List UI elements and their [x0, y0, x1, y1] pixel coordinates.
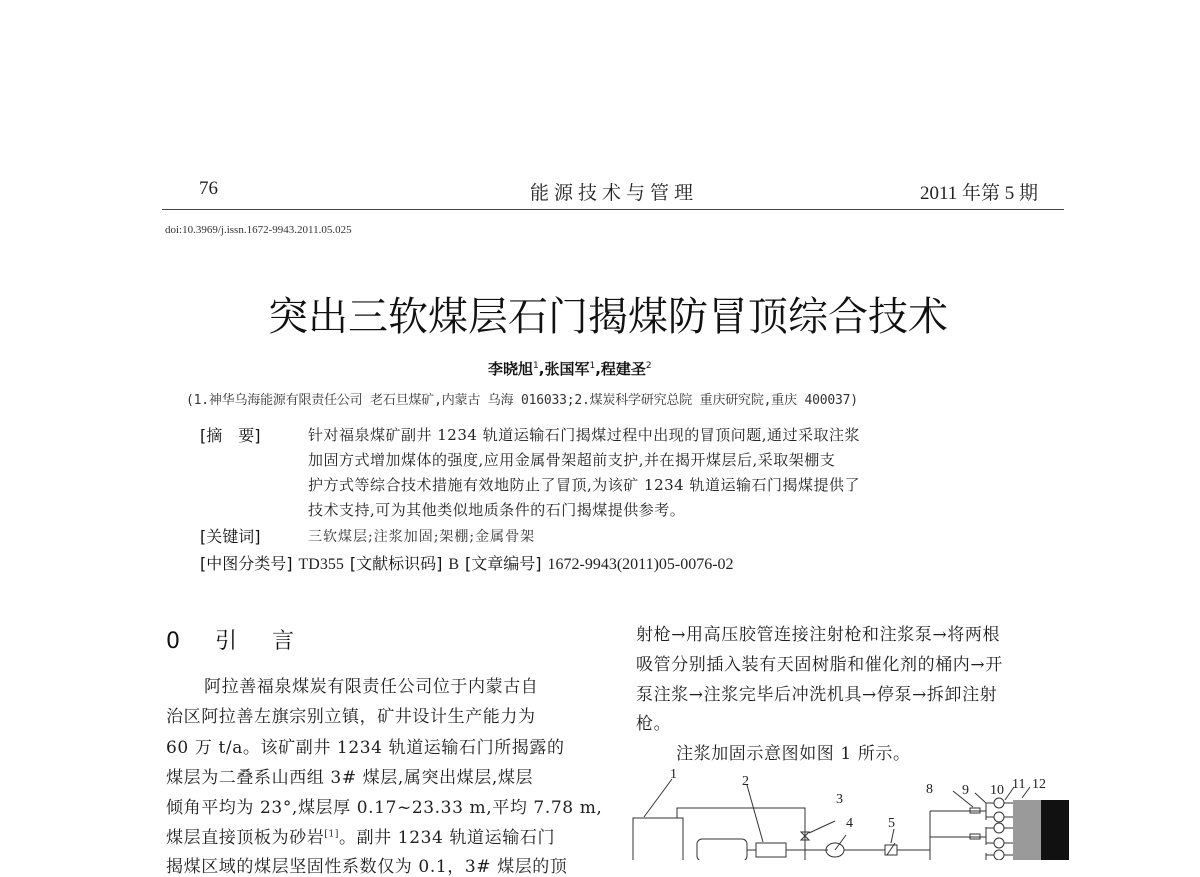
author-list: 李晓旭$^1$,张国军$^1$,程建圣$^2$: [488, 360, 652, 378]
clc-label: [中图分类号]: [200, 554, 293, 573]
figure-label-5: 5: [888, 816, 895, 831]
abstract-label: [摘 要]: [200, 426, 261, 445]
header-divider: [162, 209, 1064, 210]
abstract-line: 护方式等综合技术措施有效地防止了冒顶,为该矿 1234 轨道运输石门揭煤提供了: [308, 476, 860, 494]
body-line: 注浆加固示意图如图 1 所示。: [676, 744, 911, 764]
article-no-label: [文章编号]: [465, 554, 542, 573]
journal-issue: 2011 年第 5 期: [920, 183, 1039, 204]
body-line: 60 万 t/a。该矿副井 1234 轨道运输石门所揭露的: [166, 738, 565, 758]
author-name: 程建圣: [600, 360, 646, 378]
citation-ref[interactable]: [1]: [324, 829, 339, 840]
keywords-text: 三软煤层;注浆加固;架棚;金属骨架: [308, 529, 536, 545]
body-line: 煤层为二叠系山西组 3# 煤层,属突出煤层,煤层: [166, 768, 534, 788]
section-heading: 0 引 言: [166, 629, 308, 654]
article-no-value: 1672-9943(2011)05-0076-02: [547, 556, 734, 573]
figure-label-12: 12: [1032, 777, 1046, 792]
grouting-schematic-figure: [630, 765, 1070, 860]
doi-text: doi:10.3969/j.issn.1672-9943.2011.05.025: [165, 224, 352, 236]
author-affiliation-mark: 1: [589, 361, 596, 371]
classification-row: [200, 551, 740, 574]
body-line: 揭煤区域的煤层坚固性系数仅为 0.1，3# 煤层的顶: [166, 857, 568, 877]
body-line: [166, 823, 555, 848]
clc-value: TD355: [298, 556, 344, 573]
figure-label-9: 9: [962, 783, 969, 798]
body-line: 倾角平均为 23°,煤层厚 0.17~23.33 m,平均 7.78 m,: [166, 798, 603, 818]
author-name: 张国军: [544, 360, 590, 378]
figure-label-10: 10: [990, 783, 1004, 798]
figure-label-4: 4: [846, 816, 853, 831]
body-line: 泵注浆→注浆完毕后冲洗机具→停泵→拆卸注射: [636, 685, 998, 705]
body-line: 阿拉善福泉煤炭有限责任公司位于内蒙古自: [204, 677, 539, 697]
keywords-label: [关键词]: [200, 527, 261, 546]
affiliations: (1.神华乌海能源有限责任公司 老石旦煤矿,内蒙古 乌海 016033;2.煤炭科学研究总院 重庆研究院,重庆 400037): [186, 393, 858, 408]
body-text: 。副井 1234 轨道运输石门: [338, 828, 556, 848]
abstract-line: 针对福泉煤矿副井 1234 轨道运输石门揭煤过程中出现的冒顶问题,通过采取注浆: [308, 426, 860, 444]
doc-code-value: B: [448, 556, 459, 573]
page-number: 76: [199, 178, 218, 199]
article-title: 突出三软煤层石门揭煤防冒顶综合技术: [268, 294, 948, 340]
body-line: 射枪→用高压胶管连接注射枪和注浆泵→将两根: [636, 625, 1001, 645]
figure-label-11: 11: [1012, 777, 1026, 792]
journal-name: 能源技术与管理: [530, 182, 699, 204]
doc-code-label: [文献标识码]: [349, 554, 443, 573]
body-line: 治区阿拉善左旗宗别立镇，矿井设计生产能力为: [166, 707, 536, 727]
figure-label-3: 3: [836, 792, 843, 807]
author-affiliation-mark: 2: [645, 361, 652, 371]
figure-label-8: 8: [926, 782, 933, 797]
abstract-line: 加固方式增加煤体的强度,应用金属骨架超前支护,并在揭开煤层后,采取架棚支: [308, 451, 836, 469]
body-line: 枪。: [636, 714, 672, 734]
figure-label-1: 1: [670, 767, 677, 782]
body-text: 煤层直接顶板为砂岩: [166, 828, 325, 848]
author-name: 李晓旭: [488, 360, 534, 378]
author-affiliation-mark: 1: [533, 361, 539, 371]
figure-label-2: 2: [742, 774, 749, 789]
body-line: 吸管分别插入装有天固树脂和催化剂的桶内→开: [636, 655, 1003, 675]
abstract-line: 技术支持,可为其他类似地质条件的石门揭煤提供参考。: [308, 501, 686, 519]
